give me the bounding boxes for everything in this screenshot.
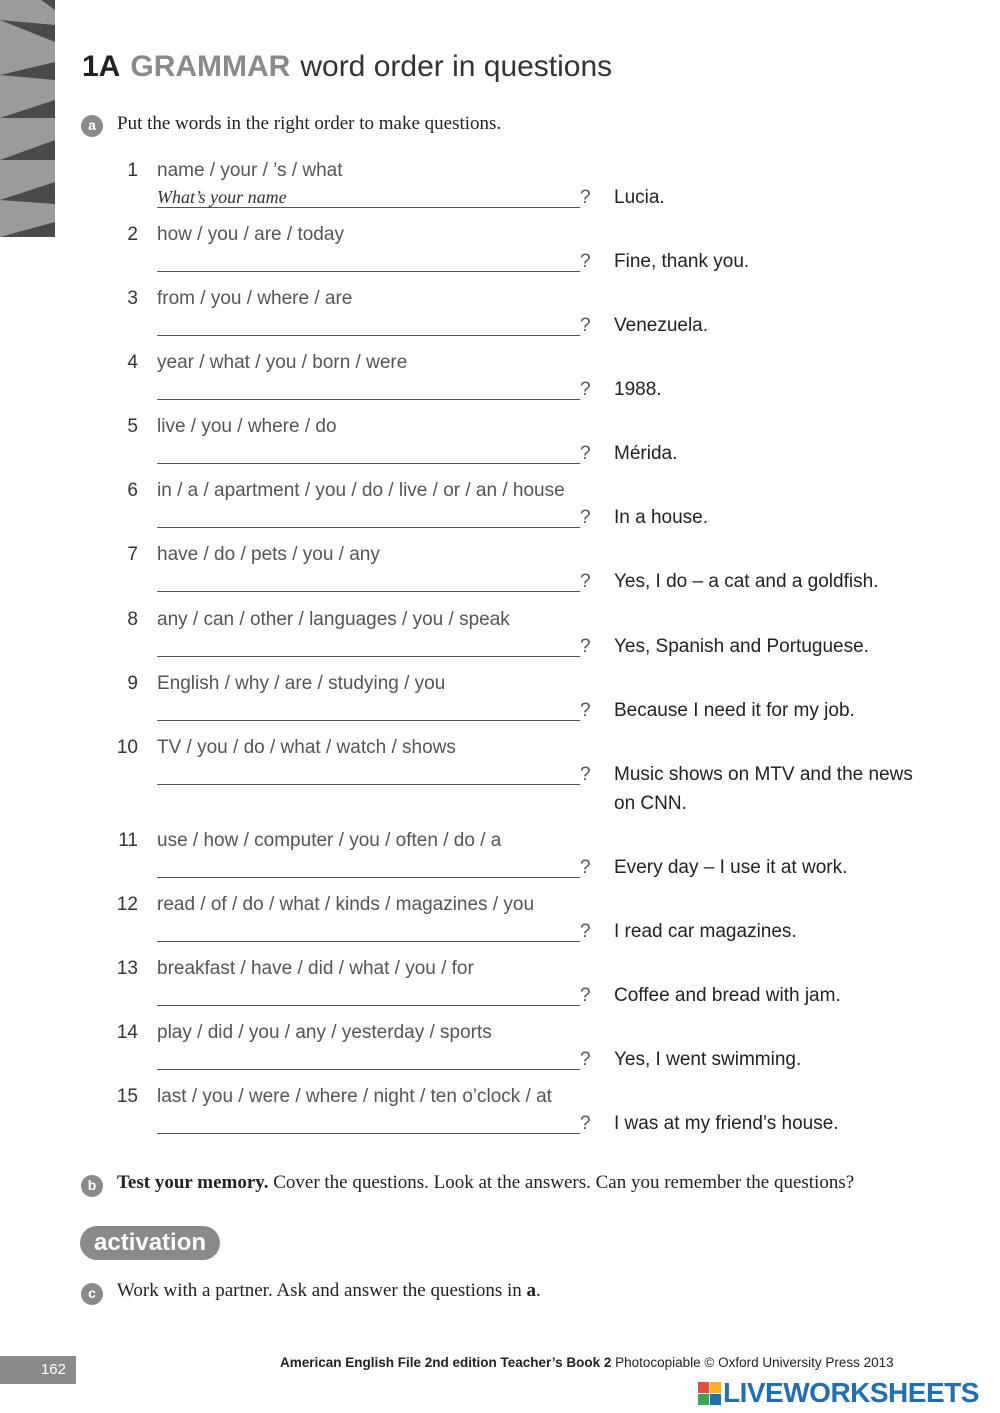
part-c-text: Work with a partner. Ask and answer the questions in [117, 1280, 527, 1301]
word-prompt: English / why / are / studying / you [157, 673, 446, 694]
question-mark: ? [580, 507, 591, 528]
answer-line[interactable] [157, 1133, 580, 1134]
part-a-badge: a [81, 115, 103, 137]
answer-text: Mérida. [614, 443, 678, 464]
word-prompt: how / you / are / today [157, 224, 344, 245]
answer-line[interactable] [157, 1069, 580, 1070]
footer-book: American English File 2nd edition Teacher’s Book 2 [280, 1355, 612, 1370]
logo-mark-icon [698, 1382, 721, 1405]
answer-text: Music shows on MTV and the news on CNN. [614, 764, 913, 814]
part-b-bold: Test your memory. [117, 1172, 269, 1193]
question-mark: ? [580, 571, 591, 592]
answer-text: Yes, I went swimming. [614, 1049, 802, 1070]
answer-text: I was at my friend’s house. [614, 1113, 839, 1134]
answer-text: Lucia. [614, 187, 665, 208]
item-number: 6 [127, 480, 138, 501]
item-number: 2 [127, 224, 138, 245]
answer-line[interactable] [157, 941, 580, 942]
answer-text: Every day – I use it at work. [614, 857, 848, 878]
part-c-badge: c [81, 1283, 103, 1305]
word-prompt: live / you / where / do [157, 416, 337, 437]
question-mark: ? [580, 443, 591, 464]
answer-text: 1988. [614, 379, 662, 400]
part-c-bold: a [526, 1280, 537, 1301]
part-b-instruction [117, 1172, 854, 1194]
part-b-text: Cover the questions. Look at the answers. Can you remember the questions? [268, 1172, 855, 1193]
section-label: GRAMMAR [130, 50, 291, 83]
item-number: 5 [127, 416, 138, 437]
answer-line[interactable] [157, 877, 580, 878]
word-prompt: any / can / other / languages / you / speak [157, 609, 510, 630]
item-number: 13 [116, 958, 138, 979]
answer-line[interactable] [157, 656, 580, 657]
answer-line[interactable] [157, 591, 580, 592]
word-prompt: year / what / you / born / were [157, 352, 408, 373]
answer-line[interactable] [157, 463, 580, 464]
question-mark: ? [580, 1113, 591, 1134]
item-number: 15 [116, 1086, 138, 1107]
answer-line[interactable] [157, 527, 580, 528]
question-mark: ? [580, 700, 591, 721]
word-prompt: breakfast / have / did / what / you / for [157, 958, 474, 979]
word-prompt: TV / you / do / what / watch / shows [157, 737, 456, 758]
item-number: 9 [127, 673, 138, 694]
answer-text: Yes, Spanish and Portuguese. [614, 636, 869, 657]
question-mark: ? [580, 379, 591, 400]
part-b-badge: b [81, 1175, 103, 1197]
item-number: 10 [116, 737, 138, 758]
word-prompt: from / you / where / are [157, 288, 353, 309]
answer-line[interactable] [157, 399, 580, 400]
item-number: 1 [127, 160, 138, 181]
topic-label: word order in questions [300, 50, 613, 83]
question-mark: ? [580, 1049, 591, 1070]
answer-text: Venezuela. [614, 315, 709, 336]
question-mark: ? [580, 985, 591, 1006]
answer-text: Coffee and bread with jam. [614, 985, 841, 1006]
question-mark: ? [580, 187, 591, 208]
answer-line[interactable] [157, 335, 580, 336]
liveworksheets-logo[interactable] [698, 1378, 979, 1408]
logo-text: LIVEWORKSHEETS [723, 1377, 979, 1408]
word-prompt: in / a / apartment / you / do / live / or / an / house [157, 480, 565, 501]
word-prompt: play / did / you / any / yesterday / sports [157, 1022, 492, 1043]
answer-text: Because I need it for my job. [614, 700, 855, 721]
footer-credit [280, 1355, 894, 1370]
answer-text: Fine, thank you. [614, 251, 750, 272]
question-mark: ? [580, 764, 591, 785]
item-number: 4 [127, 352, 138, 373]
answer-text: I read car magazines. [614, 921, 797, 942]
answer-text: Yes, I do – a cat and a goldfish. [614, 571, 879, 592]
item-number: 8 [127, 609, 138, 630]
part-c-end: . [536, 1280, 541, 1301]
answer-line[interactable] [157, 271, 580, 272]
word-prompt: have / do / pets / you / any [157, 544, 380, 565]
item-number: 7 [127, 544, 138, 565]
item-number: 11 [118, 830, 138, 851]
word-prompt: read / of / do / what / kinds / magazines / you [157, 894, 535, 915]
answer-text: In a house. [614, 507, 709, 528]
question-mark: ? [580, 857, 591, 878]
footer-rights: Photocopiable © Oxford University Press 2013 [611, 1355, 894, 1370]
question-mark: ? [580, 251, 591, 272]
answer-line[interactable] [157, 1005, 580, 1006]
question-mark: ? [580, 636, 591, 657]
item-number: 12 [116, 894, 138, 915]
unit-code: 1A [82, 50, 121, 83]
answer-line[interactable] [157, 784, 580, 785]
part-a-instruction: Put the words in the right order to make questions. [117, 113, 502, 134]
item-number: 3 [127, 288, 138, 309]
word-prompt: use / how / computer / you / often / do / a [157, 830, 502, 851]
page-number: 162 [0, 1356, 76, 1384]
corner-decoration [0, 0, 55, 237]
example-answer: What’s your name [157, 187, 287, 207]
item-number: 14 [116, 1022, 138, 1043]
page-title [82, 50, 612, 84]
word-prompt: last / you / were / where / night / ten o’clock / at [157, 1086, 552, 1107]
word-prompt: name / your / ’s / what [157, 160, 343, 181]
question-mark: ? [580, 921, 591, 942]
answer-line[interactable] [157, 207, 580, 208]
question-mark: ? [580, 315, 591, 336]
part-c-instruction [117, 1280, 541, 1302]
answer-line[interactable] [157, 720, 580, 721]
activation-heading: activation [80, 1226, 220, 1260]
